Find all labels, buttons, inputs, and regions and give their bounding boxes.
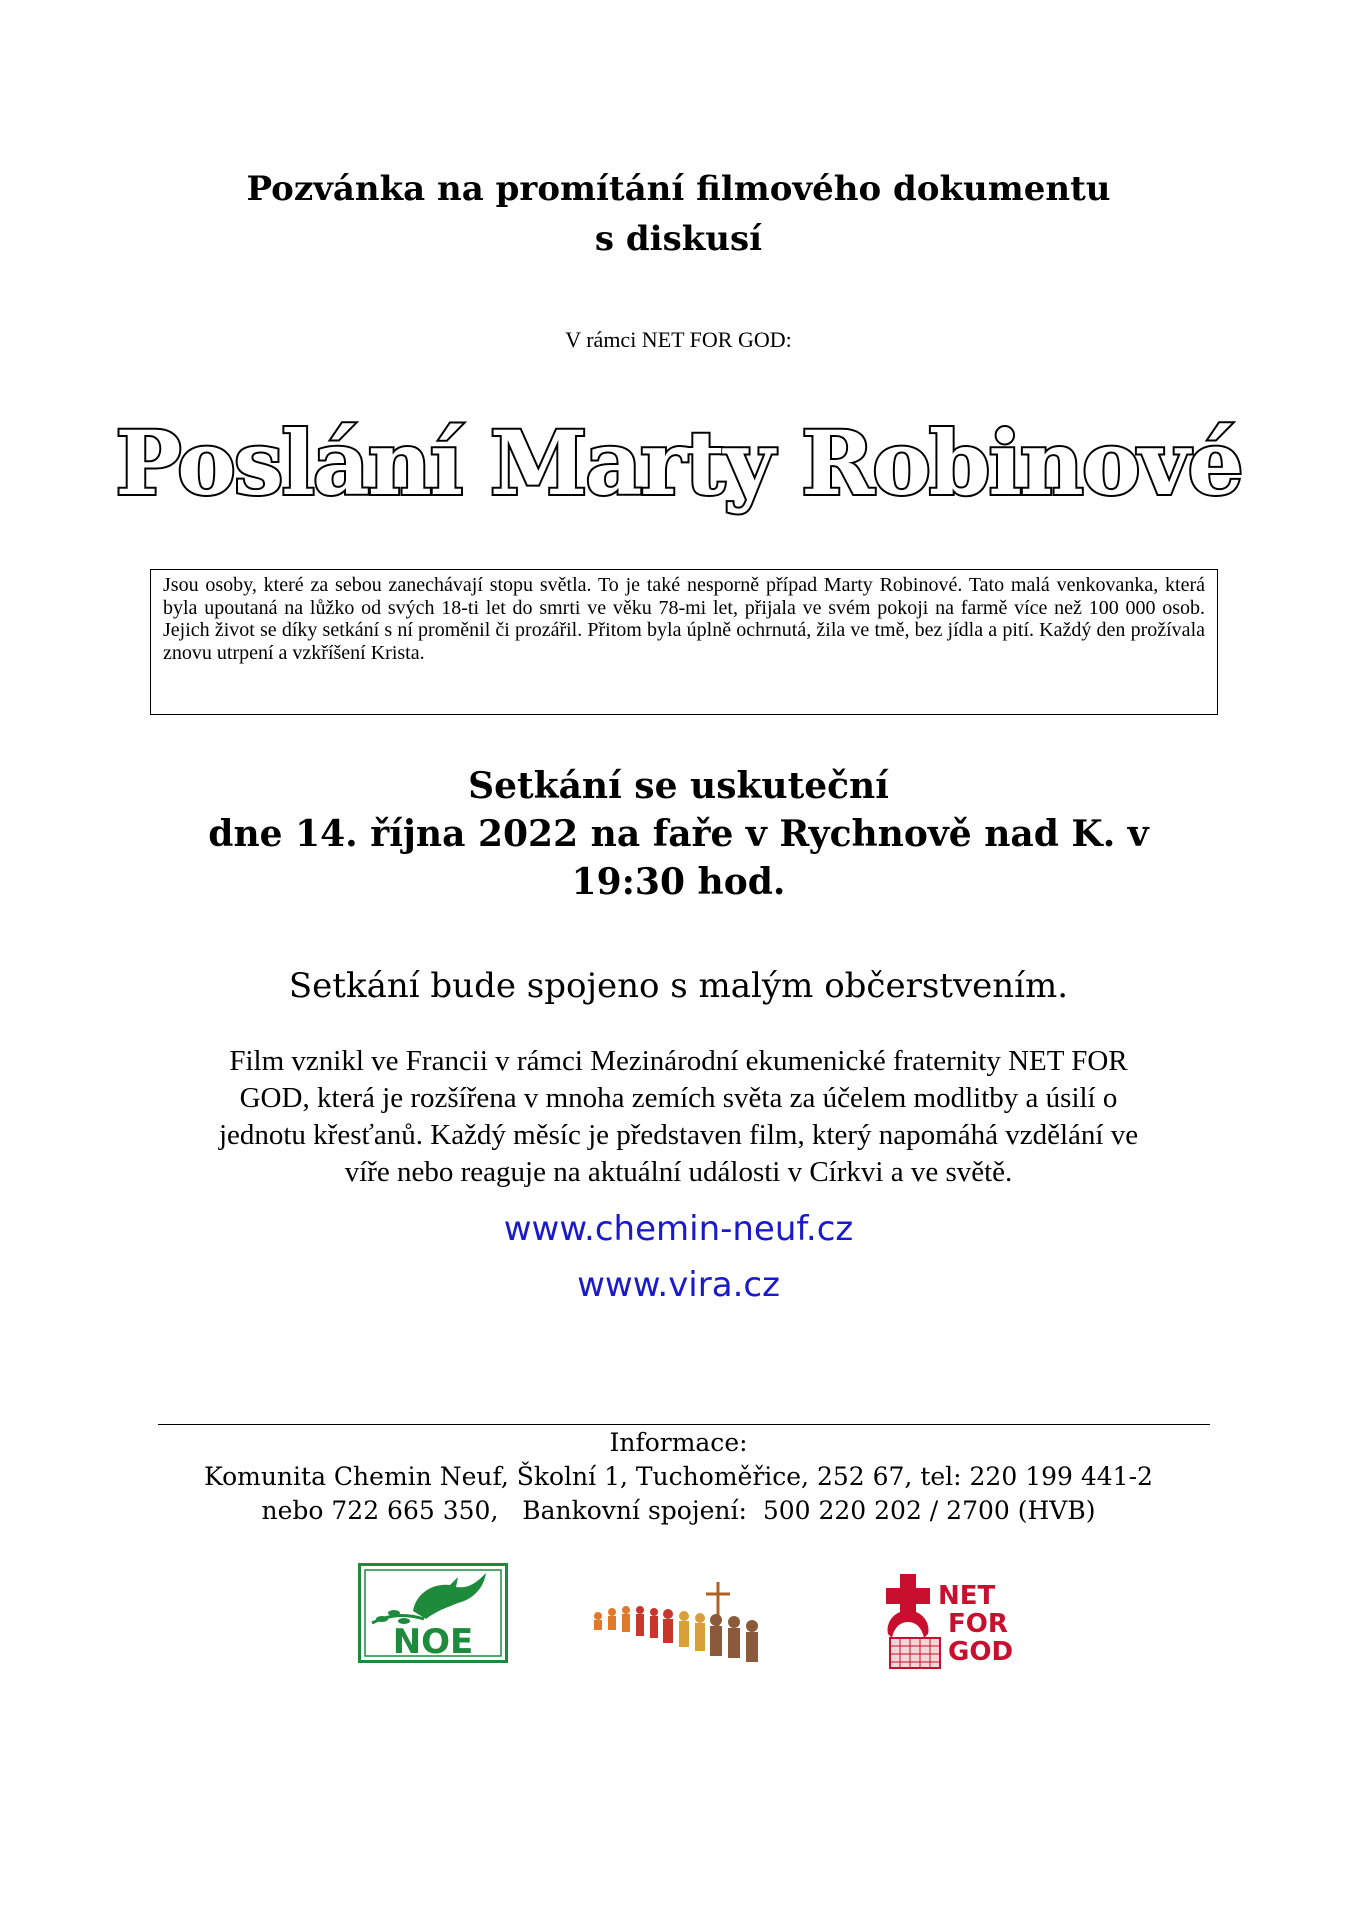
procession-logo	[590, 1576, 766, 1672]
film-info-line-3: jednotu křesťanů. Každý měsíc je představen film, který napomáhá vzdělání ve	[218, 1119, 1139, 1151]
tablecloth-icon	[890, 1638, 940, 1668]
noe-logo	[358, 1563, 508, 1663]
intro-text-box: Jsou osoby, které za sebou zanechávají stopu světla. To je také nesporně případ Marty Robinové. Tato malá venkovanka, která byla upoutaná na lůžko od svých 18-ti let do smrti ve věku 78-mi let, přijala ve svém pokoji na farmě více než 100 000 osob. Jejich život se díky setkání s ní proměnil či prozářil. Přitom byla úplně ochrnutá, žila ve tmě, bez jídla a pití. Každý den prožívala znovu utrpení a vzkříšení Krista.	[150, 569, 1218, 715]
refreshments-note: Setkání bude spojeno s malým občerstvením.	[288, 966, 1069, 1006]
noe-logo-text: NOE	[392, 1622, 474, 1662]
nfg-line-2: FOR	[948, 1609, 1008, 1639]
meeting-line-1: Setkání se uskuteční	[468, 765, 889, 807]
framework-label: V rámci NET FOR GOD:	[565, 327, 792, 352]
nfg-line-1: NET	[938, 1581, 996, 1611]
film-info-line-4: víře nebo reaguje na aktuální události v Církvi a ve světě.	[344, 1156, 1013, 1188]
heading-line-1: Pozvánka na promítání filmového dokumentu	[246, 169, 1111, 209]
link-chemin-neuf[interactable]: www.chemin-neuf.cz	[503, 1209, 854, 1249]
contact-info	[0, 1426, 1357, 1528]
film-title: Poslání Marty Robinové	[115, 411, 1242, 515]
net-for-god-logo	[886, 1568, 1026, 1672]
link-vira[interactable]: www.vira.cz	[577, 1265, 780, 1305]
nfg-line-3: GOD	[948, 1637, 1014, 1667]
footer-divider	[158, 1424, 1210, 1425]
heading-line-2: s diskusí	[594, 219, 763, 259]
info-line-1: Komunita Chemin Neuf, Školní 1, Tuchoměřice, 252 67, tel: 220 199 441-2	[204, 1462, 1153, 1491]
film-info	[150, 1043, 1207, 1191]
meeting-line-2: dne 14. října 2022 na faře v Rychnově nad K. v	[208, 813, 1149, 855]
film-info-line-1: Film vznikl ve Francii v rámci Mezinárodní ekumenické fraternity NET FOR	[229, 1045, 1128, 1077]
info-label: Informace:	[609, 1428, 748, 1457]
invitation-heading	[0, 164, 1357, 264]
cross-icon	[886, 1574, 930, 1638]
film-info-line-2: GOD, která je rozšířena v mnoha zemích světa za účelem modlitby a úsilí o	[239, 1082, 1118, 1114]
meeting-details	[0, 762, 1357, 906]
meeting-line-3: 19:30 hod.	[571, 861, 786, 903]
info-line-2: nebo 722 665 350, Bankovní spojení: 500 220 202 / 2700 (HVB)	[261, 1496, 1096, 1525]
